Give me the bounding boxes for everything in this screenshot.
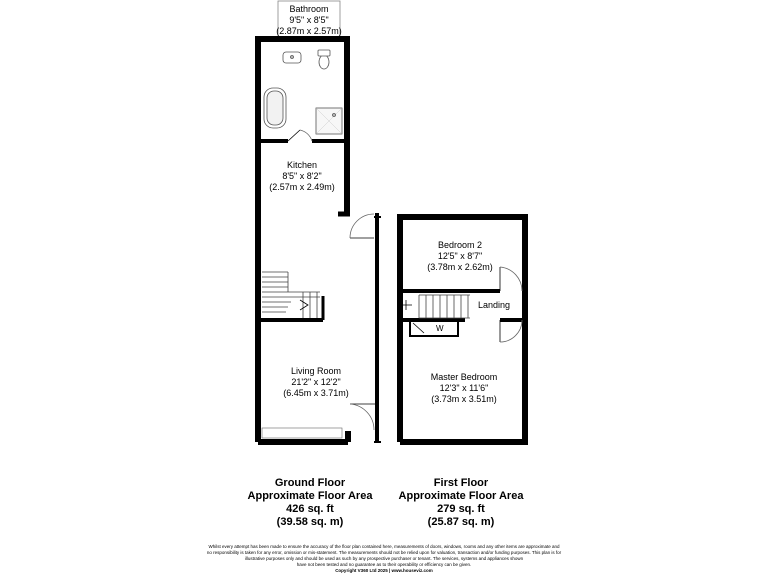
first-stairs-icon xyxy=(403,295,470,318)
bathroom-metric: (2.87m x 2.57m) xyxy=(276,26,342,36)
ground-floor-metric: (39.58 sq. m) xyxy=(276,516,344,528)
master-door-icon xyxy=(500,320,522,342)
bathroom-fixtures xyxy=(264,50,342,141)
first-floor-subtitle: Approximate Floor Area xyxy=(398,490,524,502)
first-floor-imperial: 279 sq. ft xyxy=(437,503,485,515)
ground-floor-summary xyxy=(248,477,373,529)
front-door-icon xyxy=(350,404,375,430)
disclaimer-line-2: no responsibility is taken for any error, omission or mis-statement. The measurements should not be relied upon for valuation, transaction and/or funding purposes. This plan is for xyxy=(206,550,562,555)
living-room-label xyxy=(283,366,349,399)
ground-stairs-icon xyxy=(262,272,320,318)
bedroom2-metric: (3.78m x 2.62m) xyxy=(427,262,493,272)
first-floor-title: First Floor xyxy=(433,477,489,489)
bedroom2-label xyxy=(427,240,493,273)
kitchen-metric: (2.57m x 2.49m) xyxy=(269,182,335,192)
ground-floor-subtitle: Approximate Floor Area xyxy=(247,490,373,502)
bedroom2-door-icon xyxy=(500,267,522,291)
ground-floor-title: Ground Floor xyxy=(274,477,346,489)
landing-label: Landing xyxy=(478,300,511,310)
wardrobe-label: W xyxy=(436,324,444,333)
living-room-window xyxy=(262,428,342,438)
master-bedroom-imperial: 12'3" x 11'6" xyxy=(439,383,489,393)
disclaimer-line-3: illustrative purposes only and should be used as such by any prospective purchaser or tenant. The services, systems and appliances shown xyxy=(244,556,524,561)
bedroom2-name: Bedroom 2 xyxy=(437,240,483,250)
disclaimer xyxy=(184,544,584,574)
master-bedroom-label xyxy=(431,372,498,405)
kitchen-door-icon xyxy=(350,214,374,238)
disclaimer-line-1: Whilst every attempt has been made to ensure the accuracy of the floor plan contained here, measurements of doors, windows, rooms and any other items are approximate and xyxy=(208,544,560,549)
ground-floor-imperial: 426 sq. ft xyxy=(286,503,334,515)
bedroom2-imperial: 12'5" x 8'7" xyxy=(437,251,483,261)
disclaimer-line-4: have not been tested and no guarantee as to their operability or efficiency can be given. xyxy=(296,562,472,567)
copyright-notice: Copyright V360 Ltd 2025 | www.houseviz.com xyxy=(335,568,433,573)
bathroom-name: Bathroom xyxy=(289,4,329,14)
living-room-imperial: 21'2" x 12'2" xyxy=(291,377,341,387)
toilet-icon xyxy=(319,55,329,69)
living-room-metric: (6.45m x 3.71m) xyxy=(283,388,349,398)
wardrobe-door-icon xyxy=(413,323,424,333)
master-bedroom-metric: (3.73m x 3.51m) xyxy=(431,394,497,404)
bathroom-label xyxy=(276,4,342,37)
kitchen-imperial: 8'5" x 8'2" xyxy=(282,171,322,181)
kitchen-name: Kitchen xyxy=(286,160,318,170)
master-bedroom-name: Master Bedroom xyxy=(430,372,498,382)
kitchen-label xyxy=(269,160,335,193)
first-floor-metric: (25.87 sq. m) xyxy=(427,516,495,528)
first-floor-summary xyxy=(399,477,524,529)
living-room-name: Living Room xyxy=(290,366,342,376)
bathroom-imperial: 9'5" x 8'5" xyxy=(289,15,329,25)
